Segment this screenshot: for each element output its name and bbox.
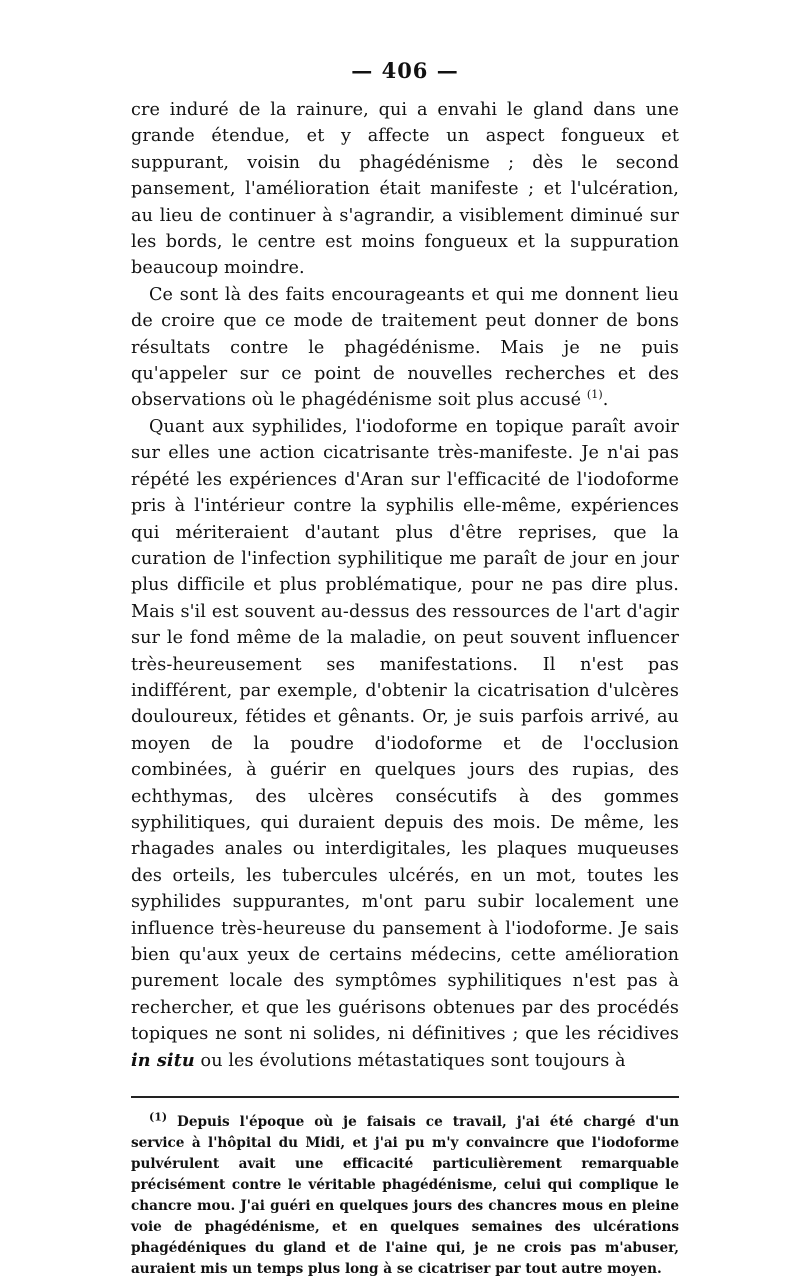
body-text: [131, 97, 679, 1074]
paragraph-1: [131, 97, 679, 282]
footnote-text: Depuis l'époque où je faisais ce travail, j'ai été chargé d'un service à l'hôpital du Midi, et j'ai pu m'y convaincre que l'iodoforme pulvérulent avait une efficacité particulièrement remarquable précisément contre le véritable phagédénisme, celui qui complique le chancre mou. J'ai guéri en quelques jours des chancres mous en pleine voie de phagédénisme, et en quelques semaines des ulcérations phagédéniques du gland et de l'aine qui, je ne crois pas m'abuser, auraient mis un temps plus long à se cicatriser par tout autre moyen.: [131, 1114, 679, 1278]
footnote-marker: (1): [149, 1110, 168, 1124]
paragraph-2-end: .: [602, 390, 609, 411]
paragraph-3-italic: in situ: [131, 1049, 195, 1071]
paragraph-3: [131, 414, 679, 1074]
paragraph-3-text-end: ou les évolutions métastatiques sont toujours à: [194, 1050, 626, 1071]
page-number: — 406 —: [351, 58, 459, 83]
footnote-paragraph: [131, 1112, 679, 1280]
footnote: [131, 1112, 679, 1280]
paragraph-1-text: cre induré de la rainure, qui a envahi le gland dans une grande étendue, et y affecte un aspect fongueux et suppurant, voisin du phagédénisme ; dès le second pansement, l'amélioration était manifeste ; et l'ulcération, au lieu de continuer à s'agrandir, a visiblement diminué sur les bords, le centre est moins fongueux et la suppuration beaucoup moindre.: [131, 100, 679, 279]
footnote-divider: [131, 1096, 679, 1098]
paragraph-2-text: Ce sont là des faits encourageants et qui me donnent lieu de croire que ce mode de traitement peut donner de bons résultats contre le phagédénisme. Mais je ne puis qu'appeler sur ce point de nouvelles recherches et des observations où le phagédénisme soit plus accusé: [131, 284, 679, 411]
book-page: [131, 58, 679, 1280]
footnote-reference: (1): [586, 388, 603, 402]
paragraph-3-text-start: Quant aux syphilides, l'iodoforme en topique paraît avoir sur elles une action cicatrisante très-manifeste. Je n'ai pas répété les expériences d'Aran sur l'efficacité de l'iodoforme pris à l'intérieur contre la syphilis elle-même, expériences qui mériteraient d'autant plus d'être reprises, que la curation de l'infection syphilitique me paraît de jour en jour plus difficile et plus problématique, pour ne pas dire plus. Mais s'il est souvent au-dessus des ressources de l'art d'agir sur le fond même de la maladie, on peut souvent influencer très-heureusement ses manifestations. Il n'est pas indifférent, par exemple, d'obtenir la cicatrisation d'ulcères douloureux, fétides et gênants. Or, je suis parfois arrivé, au moyen de la poudre d'iodoforme et de l'occlusion combinées, à guérir en quelques jours des rupias, des echthymas, des ulcères consécutifs à des gommes syphilitiques, qui duraient depuis des mois. De même, les rhagades anales ou interdigitales, les plaques muqueuses des orteils, les tubercules ulcérés, en un mot, toutes les syphilides suppurantes, m'ont paru subir localement une influence très-heureuse du pansement à l'iodoforme. Je sais bien qu'aux yeux de certains médecins, cette amélioration purement locale des symptômes syphilitiques n'est pas à rechercher, et que les guérisons obtenues par des procédés topiques ne sont ni solides, ni définitives ; que les récidives: [131, 416, 679, 1045]
paragraph-2: [131, 282, 679, 414]
